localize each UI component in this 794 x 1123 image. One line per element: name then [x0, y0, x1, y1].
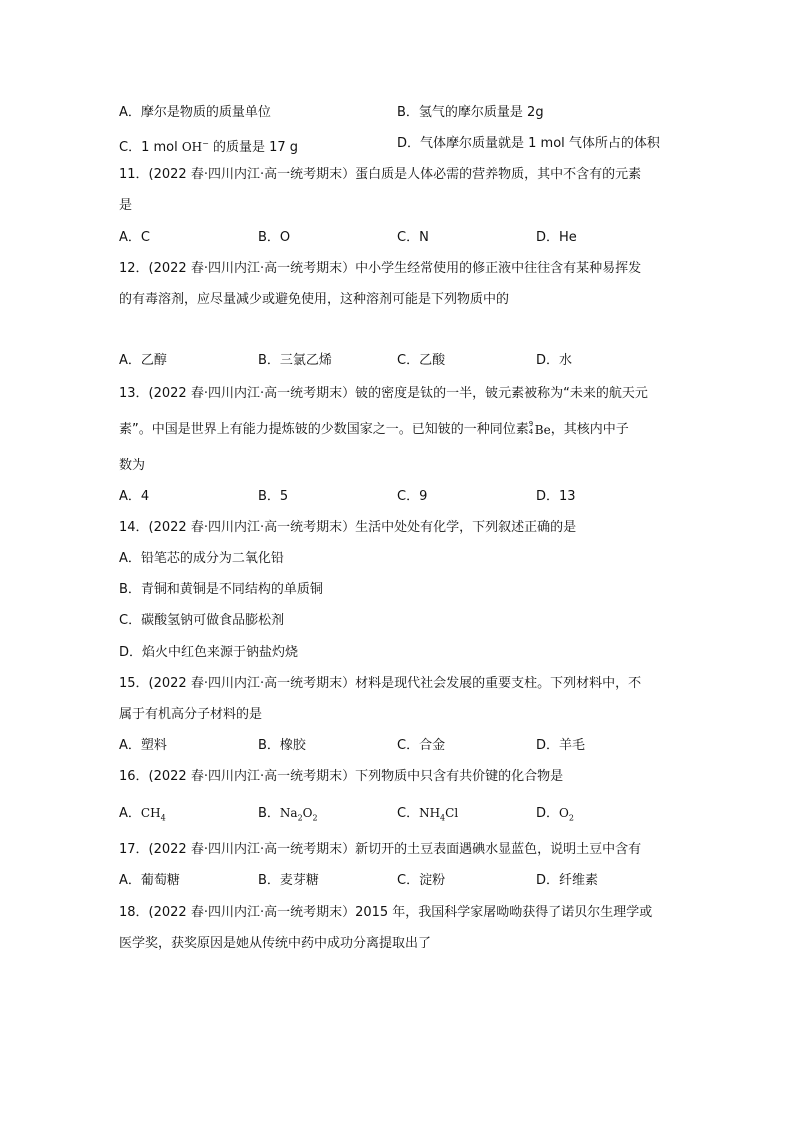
q14-option-d: D．焰火中红色来源于钠盐灼烧 — [119, 645, 299, 660]
q18-stem-line2: 医学奖，获奖原因是她从传统中药中成功分离提取出了 — [119, 936, 432, 951]
q15-option-c: C．合金 — [397, 738, 446, 753]
q10-option-a: A．摩尔是物质的质量单位 — [119, 105, 271, 120]
q15-option-a: A．塑料 — [119, 738, 167, 753]
methane-formula: $CH_4$ — [140, 806, 166, 823]
q16-option-b: B．$Na_2O_2$ — [258, 806, 318, 823]
q10-option-c-prefix: C．1 mol — [119, 140, 182, 155]
q14-stem-line1: 14．(2022 春·四川内江·高一统考期末）生活中处处有化学，下列叙述正确的是 — [119, 520, 577, 535]
q15-stem-line1: 15．(2022 春·四川内江·高一统考期末）材料是现代社会发展的重要支柱。下列材料中，不 — [119, 676, 642, 691]
q14-option-a: A．铅笔芯的成分为二氧化铅 — [119, 551, 284, 566]
q13-option-c: C．9 — [397, 489, 428, 504]
hydroxide-formula: OH− — [181, 139, 209, 154]
q11-option-a: A．C — [119, 230, 150, 245]
q15-stem-line2: 属于有机高分子材料的是 — [119, 707, 263, 722]
q11-option-c: C．N — [397, 230, 429, 245]
q12-stem-line2: 的有毒溶剂，应尽量减少或避免使用，这种溶剂可能是下列物质中的 — [119, 292, 510, 307]
q17-option-a: A．葡萄糖 — [119, 873, 180, 888]
q11-option-b: B．O — [258, 230, 291, 245]
oxygen-formula: $O_2$ — [559, 806, 574, 823]
q18-stem-line1: 18．(2022 春·四川内江·高一统考期末）2015 年，我国科学家屠呦呦获得了诺贝尔生理学或 — [119, 905, 653, 920]
q10-option-d: D．气体摩尔质量就是 1 mol 气体所占的体积 — [397, 136, 660, 151]
q15-option-d: D．羊毛 — [536, 738, 586, 753]
q16-option-a: A．$CH_4$ — [119, 806, 166, 823]
q17-option-c: C．淀粉 — [397, 873, 446, 888]
q11-stem-line2: 是 — [119, 198, 133, 213]
q13-stem-line2-after: ，其核内中子 — [550, 422, 629, 437]
q13-option-d: D．13 — [536, 489, 576, 504]
q10-option-c — [119, 135, 298, 157]
q12-stem-line1: 12．(2022 春·四川内江·高一统考期末）中小学生经常使用的修正液中往往含有某种易挥发 — [119, 261, 642, 276]
ammonium-chloride-formula: $NH_4Cl$ — [419, 806, 459, 823]
q14-option-c: C．碳酸氢钠可做食品膨松剂 — [119, 613, 285, 628]
q16-option-c: C．$NH_4Cl$ — [397, 806, 459, 823]
q17-stem-line1: 17．(2022 春·四川内江·高一统考期末）新切开的土豆表面遇碘水显蓝色，说明土豆中含有 — [119, 842, 642, 857]
q12-option-a: A．乙醇 — [119, 353, 167, 368]
q13-stem-line2 — [119, 421, 629, 439]
q14-option-b: B．青铜和黄铜是不同结构的单质铜 — [119, 582, 323, 597]
q17-option-d: D．纤维素 — [536, 873, 599, 888]
q13-option-a: A．4 — [119, 489, 150, 504]
q16-stem-line1: 16．(2022 春·四川内江·高一统考期末）下列物质中只含有共价键的化合物是 — [119, 769, 564, 784]
q10-option-b: B．氢气的摩尔质量是 2g — [397, 105, 544, 120]
q17-option-b: B．麦芽糖 — [258, 873, 319, 888]
q10-option-c-suffix: 的质量是 17 g — [213, 140, 299, 155]
q13-option-b: B．5 — [258, 489, 289, 504]
q12-option-b: B．三氯乙烯 — [258, 353, 332, 368]
beryllium-isotope-symbol: 9 4 Be — [528, 420, 551, 437]
q13-stem-line1: 13．(2022 春·四川内江·高一统考期末）铍的密度是钛的一半，铍元素被称为“未来的航天元 — [119, 386, 648, 401]
q15-option-b: B．橡胶 — [258, 738, 306, 753]
q12-option-d: D．水 — [536, 353, 573, 368]
q12-option-c: C．乙酸 — [397, 353, 446, 368]
q11-option-d: D．He — [536, 230, 577, 245]
sodium-peroxide-formula: $Na_2O_2$ — [279, 806, 318, 823]
q11-stem-line1: 11．(2022 春·四川内江·高一统考期末）蛋白质是人体必需的营养物质，其中不含有的元素 — [119, 167, 642, 182]
q13-stem-line3: 数为 — [119, 458, 146, 473]
q13-stem-line2-before: 素”。中国是世界上有能力提炼铍的少数国家之一。已知铍的一种同位素 — [119, 422, 529, 437]
q16-option-d: D．$O_2$ — [536, 806, 574, 823]
